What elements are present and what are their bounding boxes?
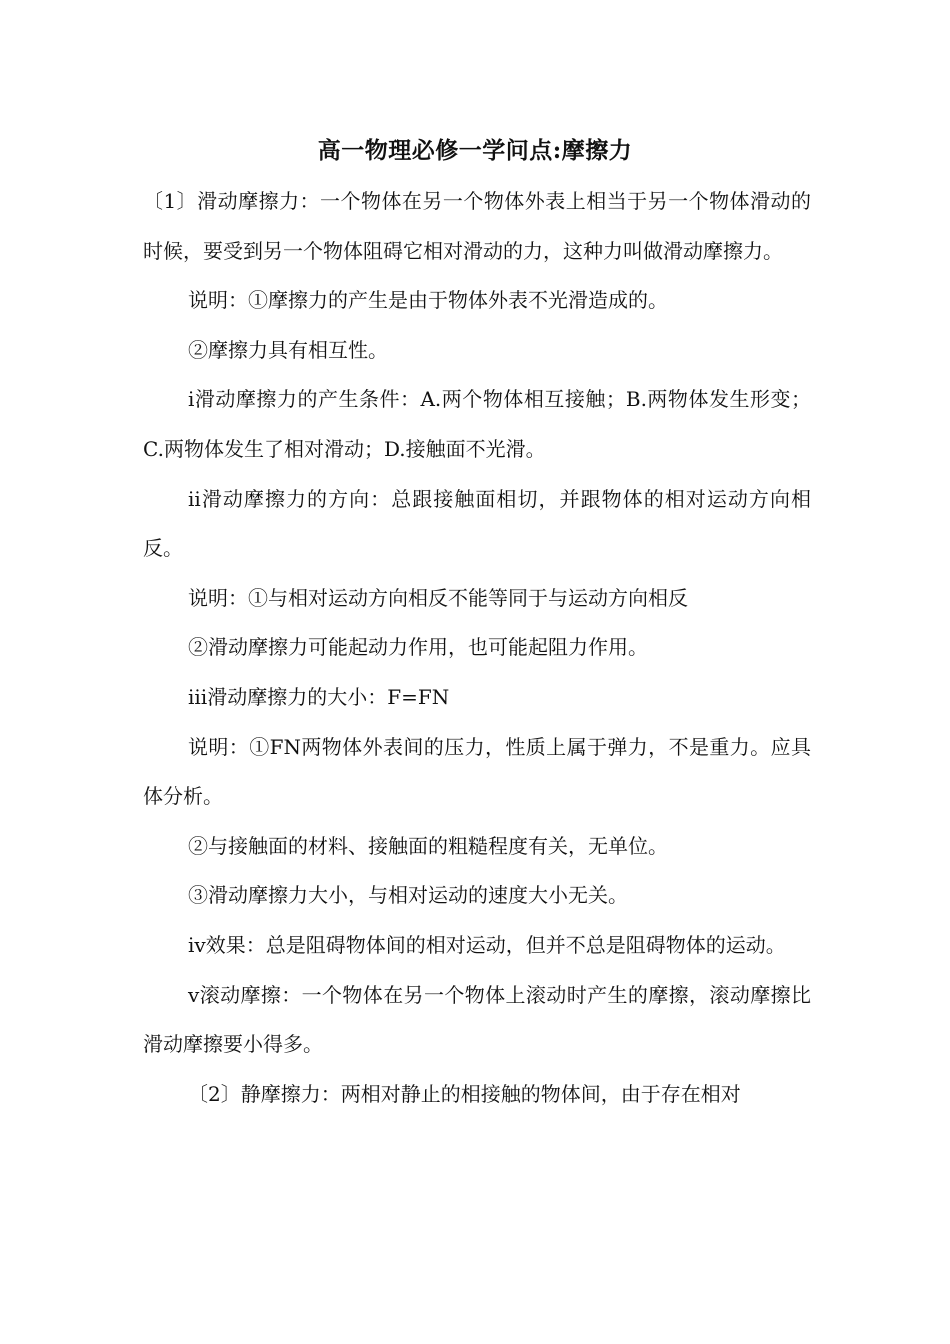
paragraph-sliding-friction-definition: 〔1〕滑动摩擦力：一个物体在另一个物体外表上相当于另一个物体滑动的时候，要受到另一个物体阻碍它相对滑动的力，这种力叫做滑动摩擦力。 (143, 189, 811, 263)
paragraph-note-direction: 说明：①与相对运动方向相反不能等同于与运动方向相反 (188, 585, 688, 610)
paragraph-note-material: ②与接触面的材料、接触面的粗糙程度有关，无单位。 (188, 833, 668, 858)
paragraph-note-role: ②滑动摩擦力可能起动力作用，也可能起阻力作用。 (188, 635, 648, 660)
paragraph-magnitude: ⅲ滑动摩擦力的大小：F=FN (188, 684, 450, 709)
paragraph-note-speed: ③滑动摩擦力大小，与相对运动的速度大小无关。 (188, 883, 628, 908)
paragraph-note-normal-force: 说明：①FN两物体外表间的压力，性质上属于弹力，不是重力。应具体分析。 (143, 734, 811, 809)
paragraph-note-friction-origin: 说明：①摩擦力的产生是由于物体外表不光滑造成的。 (188, 288, 668, 313)
paragraph-note-mutuality: ②摩擦力具有相互性。 (188, 337, 388, 362)
paragraph-static-friction: 〔2〕静摩擦力：两相对静止的相接触的物体间，由于存在相对 (188, 1081, 741, 1106)
document-body (143, 177, 811, 1119)
paragraph-effect: ⅳ效果：总是阻碍物体间的相对运动，但并不总是阻碍物体的运动。 (188, 932, 786, 957)
paragraph-direction: ⅱ滑动摩擦力的方向：总跟接触面相切，并跟物体的相对运动方向相反。 (143, 486, 811, 561)
document-title: 高一物理必修一学问点:摩擦力 (317, 137, 633, 164)
paragraph-rolling-friction: ⅴ滚动摩擦：一个物体在另一个物体上滚动时产生的摩擦，滚动摩擦比滑动摩擦要小得多。 (143, 982, 811, 1057)
paragraph-conditions: ⅰ滑动摩擦力的产生条件：A.两个物体相互接触；B.两物体发生形变；C.两物体发生了相对滑动；D.接触面不光滑。 (143, 387, 811, 461)
